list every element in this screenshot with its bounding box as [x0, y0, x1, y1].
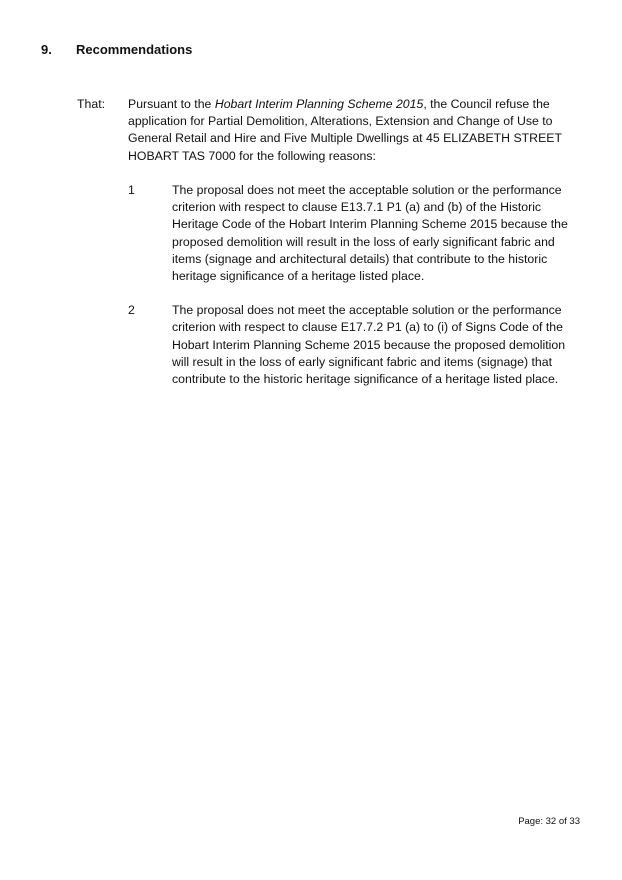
page-number-footer: Page: 32 of 33: [518, 816, 580, 827]
intro-suffix: , the Council refuse the application for Partial Demolition, Alterations, Extension and Change of Use to General Retail and Hire and Five Multiple Dwellings at 45 ELIZABETH STREET HOBART TAS 7000 for the following reasons:: [128, 97, 562, 163]
planning-scheme-name: Hobart Interim Planning Scheme 2015: [214, 97, 424, 111]
reason-text: The proposal does not meet the acceptable solution or the performance criterion with respect to clause E17.7.2 P1 (a) to (i) of Signs Code of the Hobart Interim Planning Scheme 2015 because the proposed demolition will result in the loss of early significant fabric and items (signage) that contribute to the historic heritage significance of a heritage listed place.: [172, 303, 566, 387]
resolution-label: That:: [77, 97, 106, 111]
section-heading: [41, 41, 192, 58]
resolution-intro: [128, 96, 568, 165]
section-number: 9.: [41, 42, 52, 57]
reason-item: [128, 302, 574, 388]
intro-prefix: Pursuant to the: [128, 97, 215, 111]
reason-number: 2: [128, 303, 135, 318]
reason-item: [128, 182, 574, 285]
reason-number: 1: [128, 183, 135, 197]
section-title: Recommendations: [76, 42, 193, 57]
reasons-list: [128, 182, 574, 405]
reason-text: The proposal does not meet the acceptable solution or the performance criterion with respect to clause E13.7.1 P1 (a) and (b) of the Historic Heritage Code of the Hobart Interim Planning Scheme 2015 because the proposed demolition will result in the loss of early significant fabric and items (signage and architectural details) that contribute to the historic heritage significance of a heritage listed place.: [172, 183, 568, 284]
